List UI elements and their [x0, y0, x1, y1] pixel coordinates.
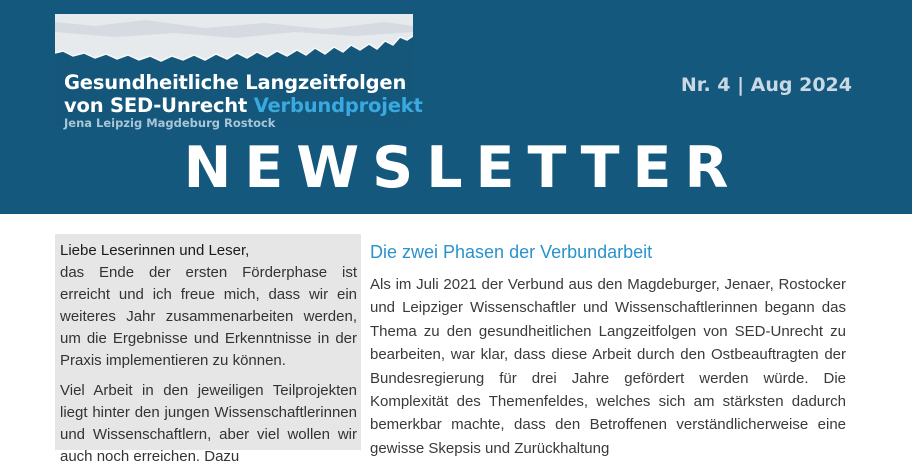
- header-banner: [0, 0, 912, 214]
- logo-title-line2: [64, 94, 423, 117]
- project-logo: [55, 14, 423, 130]
- article-body: [370, 273, 846, 460]
- article-paragraph: Als im Juli 2021 der Verbund aus den Magdeburger, Jenaer, Rostocker und Leipziger Wissenschaftler und Wissenschaftlerinnen begann das Thema zu den gesundheitlichen Langzeitfolgen von SED-Unrecht zu bearbeiten, war klar, dass diese Arbeit durch den Ostbeauftragten der Bundesregierung für drei Jahre gefördert werden würde. Die Komplexität des Themenfeldes, welches sich am stärksten dadurch bemerkbar machte, dass den Betroffenen verständlicherweise eine gewisse Skepsis und Zurückhaltung: [370, 276, 846, 457]
- logo-cities: Jena Leipzig Magdeburg Rostock: [64, 116, 276, 130]
- sidebar-paragraph: das Ende der ersten Förderphase ist erreicht und ich freue mich, dass wir ein weiteres Jahr zusammenarbeiten werden, um die Ergebnisse und Erkenntnisse in der Praxis implementieren zu können.: [60, 264, 357, 369]
- sidebar-paragraph: Viel Arbeit in den jeweiligen Teilprojekten liegt hinter den jungen Wissenschaftlerinnen und Wissenschaftlern, aber viel wollen wir auch noch erreichen. Dazu: [60, 382, 357, 465]
- issue-info: Nr. 4 | Aug 2024: [680, 74, 852, 96]
- editorial-sidebar: [55, 234, 361, 465]
- logo-title-line1: Gesundheitliche Langzeitfolgen: [64, 71, 407, 94]
- newsletter-masthead: NEWSLETTER: [183, 135, 742, 201]
- sidebar-greeting: Liebe Leserinnen und Leser,: [60, 242, 250, 259]
- logo-title-accent: Verbundprojekt: [253, 94, 423, 117]
- sidebar-text: [60, 262, 357, 476]
- article-title: Die zwei Phasen der Verbundarbeit: [370, 242, 653, 262]
- torn-paper-graphic: [55, 14, 413, 62]
- logo-title-main: von SED-Unrecht: [64, 94, 248, 117]
